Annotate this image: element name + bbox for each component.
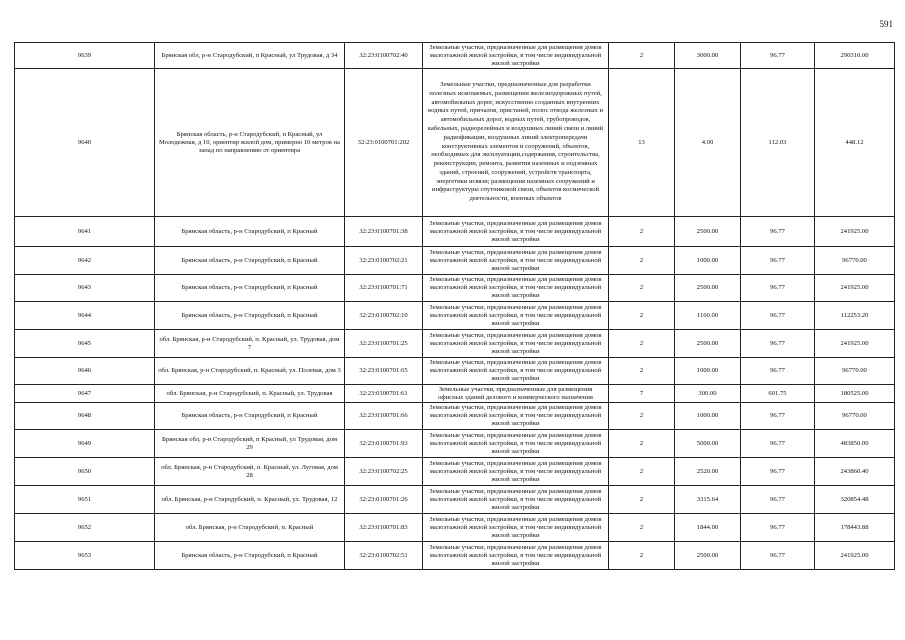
table-row [15, 247, 895, 275]
use-code-cell: 7 [609, 385, 675, 403]
row-number-cell: 9639 [15, 43, 155, 69]
land-use-cell: Земельные участки, предназначенные для размещения домов малоэтажной жилой застройки, в том числе индивидуальной жилой застройки [423, 302, 609, 330]
specific-value-cell: 96.77 [741, 458, 815, 486]
area-cell: 300.00 [675, 385, 741, 403]
cadastral-number-cell: 32:23:0100701:26 [345, 486, 423, 514]
land-use-cell: Земельные участки, предназначенные для размещения офисных зданий делового и коммерческого назначения [423, 385, 609, 403]
specific-value-cell: 96.77 [741, 486, 815, 514]
row-number-cell: 9640 [15, 69, 155, 217]
cadastral-value-cell: 96770.00 [815, 358, 895, 385]
use-code-cell: 2 [609, 430, 675, 458]
table-row [15, 430, 895, 458]
area-cell: 1844.00 [675, 514, 741, 542]
land-use-cell: Земельные участки, предназначенные для размещения домов малоэтажной жилой застройки, в том числе индивидуальной жилой застройки [423, 430, 609, 458]
use-code-cell: 2 [609, 403, 675, 430]
specific-value-cell: 96.77 [741, 302, 815, 330]
address-cell: Брянская обл, р-н Стародубский, п Красный, ул Трудовая, д 34 [155, 43, 345, 69]
land-use-cell: Земельные участки, предназначенные для размещения домов малоэтажной жилой застройки, в том числе индивидуальной жилой застройки [423, 458, 609, 486]
table-row [15, 43, 895, 69]
use-code-cell: 2 [609, 275, 675, 302]
area-cell: 1160.00 [675, 302, 741, 330]
land-use-cell: Земельные участки, предназначенные для размещения домов малоэтажной жилой застройки, в том числе индивидуальной жилой застройки [423, 358, 609, 385]
page-number: 591 [879, 19, 893, 29]
cadastral-value-cell: 243860.40 [815, 458, 895, 486]
cadastral-number-cell: 32:23:0100701:202 [345, 69, 423, 217]
cadastral-number-cell: 32:23:0100702:40 [345, 43, 423, 69]
use-code-cell: 2 [609, 486, 675, 514]
row-number-cell: 9641 [15, 217, 155, 247]
land-use-cell: Земельные участки, предназначенные для размещения домов малоэтажной жилой застройки, в том числе индивидуальной жилой застройки [423, 542, 609, 570]
address-cell: Брянская область, р-н Стародубский, п Красный [155, 302, 345, 330]
table-row [15, 514, 895, 542]
land-use-cell: Земельные участки, предназначенные для размещения домов малоэтажной жилой застройки, в том числе индивидуальной жилой застройки [423, 403, 609, 430]
specific-value-cell: 96.77 [741, 403, 815, 430]
address-cell: Брянская обл, р-н Стародубский, п Красный, ул Трудовая, дом 29 [155, 430, 345, 458]
address-cell: обл. Брянская, р-н Стародубский, п. Красный, ул. Полевая, дом 3 [155, 358, 345, 385]
cadastral-value-cell: 241925.00 [815, 330, 895, 358]
use-code-cell: 2 [609, 358, 675, 385]
use-code-cell: 2 [609, 330, 675, 358]
address-cell: обл. Брянская, р-н Стародубский, п. Красный, ул. Трудовая [155, 385, 345, 403]
specific-value-cell: 96.77 [741, 275, 815, 302]
table-row [15, 486, 895, 514]
address-cell: Брянская область, р-н Стародубский, п Красный [155, 403, 345, 430]
specific-value-cell: 601.75 [741, 385, 815, 403]
row-number-cell: 9645 [15, 330, 155, 358]
cadastral-number-cell: 32:23:0100701:66 [345, 403, 423, 430]
cadastral-number-cell: 32:23:0100701:38 [345, 217, 423, 247]
use-code-cell: 2 [609, 302, 675, 330]
cadastral-value-cell: 290310.00 [815, 43, 895, 69]
address-cell: обл. Брянская, р-н Стародубский, п. Красный, ул. Трудовая, дом 7 [155, 330, 345, 358]
address-cell: Брянская область, р-н Стародубский, п Красный [155, 542, 345, 570]
land-use-cell: Земельные участки, предназначенные для размещения домов малоэтажной жилой застройки, в том числе индивидуальной жилой застройки [423, 217, 609, 247]
row-number-cell: 9653 [15, 542, 155, 570]
row-number-cell: 9643 [15, 275, 155, 302]
specific-value-cell: 96.77 [741, 330, 815, 358]
area-cell: 2500.00 [675, 330, 741, 358]
cadastral-number-cell: 32:23:0100701:25 [345, 330, 423, 358]
table-row [15, 302, 895, 330]
area-cell: 1000.00 [675, 247, 741, 275]
address-cell: обл. Брянская, р-н Стародубский, п. Красный, ул. Трудовая, 12 [155, 486, 345, 514]
address-cell: Брянская область, р-н Стародубский, п Красный, ул Молодежная, д 10, ориентир жилой дом, примерно 10 метров на запад по направлению от ориентира [155, 69, 345, 217]
area-cell: 3315.64 [675, 486, 741, 514]
specific-value-cell: 96.77 [741, 358, 815, 385]
area-cell: 2520.00 [675, 458, 741, 486]
table-row [15, 458, 895, 486]
cadastral-number-cell: 32:23:0100701:71 [345, 275, 423, 302]
specific-value-cell: 96.77 [741, 247, 815, 275]
specific-value-cell: 96.77 [741, 542, 815, 570]
table-row [15, 217, 895, 247]
cadastral-value-cell: 96770.00 [815, 247, 895, 275]
land-use-cell: Земельные участки, предназначенные для размещения домов малоэтажной жилой застройки, в том числе индивидуальной жилой застройки [423, 43, 609, 69]
cadastral-value-cell: 241925.00 [815, 275, 895, 302]
area-cell: 2500.00 [675, 217, 741, 247]
address-cell: обл. Брянская, р-н Стародубский, п. Красный, ул. Луговая, дом 28 [155, 458, 345, 486]
use-code-cell: 2 [609, 43, 675, 69]
area-cell: 2500.00 [675, 542, 741, 570]
specific-value-cell: 96.77 [741, 430, 815, 458]
row-number-cell: 9646 [15, 358, 155, 385]
row-number-cell: 9650 [15, 458, 155, 486]
area-cell: 3000.00 [675, 43, 741, 69]
address-cell: обл. Брянская, р-н Стародубский, п. Красный [155, 514, 345, 542]
cadastral-number-cell: 32:23:0100702:21 [345, 247, 423, 275]
row-number-cell: 9649 [15, 430, 155, 458]
address-cell: Брянская область, р-н Стародубский, п Красный [155, 217, 345, 247]
use-code-cell: 2 [609, 247, 675, 275]
area-cell: 1000.00 [675, 358, 741, 385]
address-cell: Брянская область, р-н Стародубский, п Красный [155, 275, 345, 302]
specific-value-cell: 96.77 [741, 514, 815, 542]
area-cell: 4.00 [675, 69, 741, 217]
use-code-cell: 2 [609, 217, 675, 247]
cadastral-number-cell: 32:23:0100702:25 [345, 458, 423, 486]
land-use-cell: Земельные участки, предназначенные для размещения домов малоэтажной жилой застройки, в том числе индивидуальной жилой застройки [423, 486, 609, 514]
cadastral-value-cell: 96770.00 [815, 403, 895, 430]
use-code-cell: 2 [609, 542, 675, 570]
land-use-cell: Земельные участки, предназначенные для размещения домов малоэтажной жилой застройки, в том числе индивидуальной жилой застройки [423, 330, 609, 358]
land-use-cell: Земельные участки, предназначенные для размещения домов малоэтажной жилой застройки, в том числе индивидуальной жилой застройки [423, 247, 609, 275]
table-row [15, 330, 895, 358]
cadastral-value-cell: 180525.00 [815, 385, 895, 403]
specific-value-cell: 96.77 [741, 43, 815, 69]
row-number-cell: 9644 [15, 302, 155, 330]
use-code-cell: 2 [609, 514, 675, 542]
address-cell: Брянская область, р-н Стародубский, п Красный [155, 247, 345, 275]
table-row [15, 358, 895, 385]
cadastral-number-cell: 32:23:0100701:83 [345, 514, 423, 542]
cadastral-value-cell: 483850.00 [815, 430, 895, 458]
cadastral-number-cell: 32:23:0100702:51 [345, 542, 423, 570]
row-number-cell: 9651 [15, 486, 155, 514]
table-row [15, 542, 895, 570]
cadastral-number-cell: 32:23:0100701:61 [345, 385, 423, 403]
area-cell: 5000.00 [675, 430, 741, 458]
land-use-cell: Земельные участки, предназначенные для размещения домов малоэтажной жилой застройки, в том числе индивидуальной жилой застройки [423, 514, 609, 542]
area-cell: 1000.00 [675, 403, 741, 430]
row-number-cell: 9642 [15, 247, 155, 275]
table-row [15, 69, 895, 217]
cadastral-register-table [14, 42, 895, 570]
specific-value-cell: 96.77 [741, 217, 815, 247]
row-number-cell: 9648 [15, 403, 155, 430]
cadastral-value-cell: 320854.48 [815, 486, 895, 514]
area-cell: 2500.00 [675, 275, 741, 302]
cadastral-value-cell: 241925.00 [815, 542, 895, 570]
cadastral-value-cell: 178443.88 [815, 514, 895, 542]
use-code-cell: 13 [609, 69, 675, 217]
table-row [15, 403, 895, 430]
cadastral-value-cell: 112253.20 [815, 302, 895, 330]
cadastral-value-cell: 241925.00 [815, 217, 895, 247]
cadastral-number-cell: 32:23:0100701:65 [345, 358, 423, 385]
use-code-cell: 2 [609, 458, 675, 486]
cadastral-number-cell: 32:23:0100702:10 [345, 302, 423, 330]
row-number-cell: 9647 [15, 385, 155, 403]
land-use-cell: Земельные участки, предназначенные для размещения домов малоэтажной жилой застройки, в том числе индивидуальной жилой застройки [423, 275, 609, 302]
land-use-cell: Земельные участки, предназначенные для разработки полезных ископаемых, размещения железнодорожных путей, автомобильных дорог, искусственно созданных внутренних водных путей, причалов, пристаней, полос отвода железных и автомобильных дорог, водных путей, трубопроводов, кабельных, радиорелейных и воздушных линий связи и линий радиофикации, воздушных линий электропередачи конструктивных элементов и сооружений, объектов, необходимых для эксплуатации,содержания, строительства, реконструкции, ремонта, развития наземных и подземных зданий, строений, сооружений, устройств транспорта, энергетики исвязи; размещения наземных сооружений и инфраструктуры спутниковой связи, объектов космической деятельности, военных объектов [423, 69, 609, 217]
table-body [15, 43, 895, 570]
row-number-cell: 9652 [15, 514, 155, 542]
table-row [15, 385, 895, 403]
cadastral-number-cell: 32:23:0100701:93 [345, 430, 423, 458]
cadastral-value-cell: 448.12 [815, 69, 895, 217]
specific-value-cell: 112.03 [741, 69, 815, 217]
table-row [15, 275, 895, 302]
